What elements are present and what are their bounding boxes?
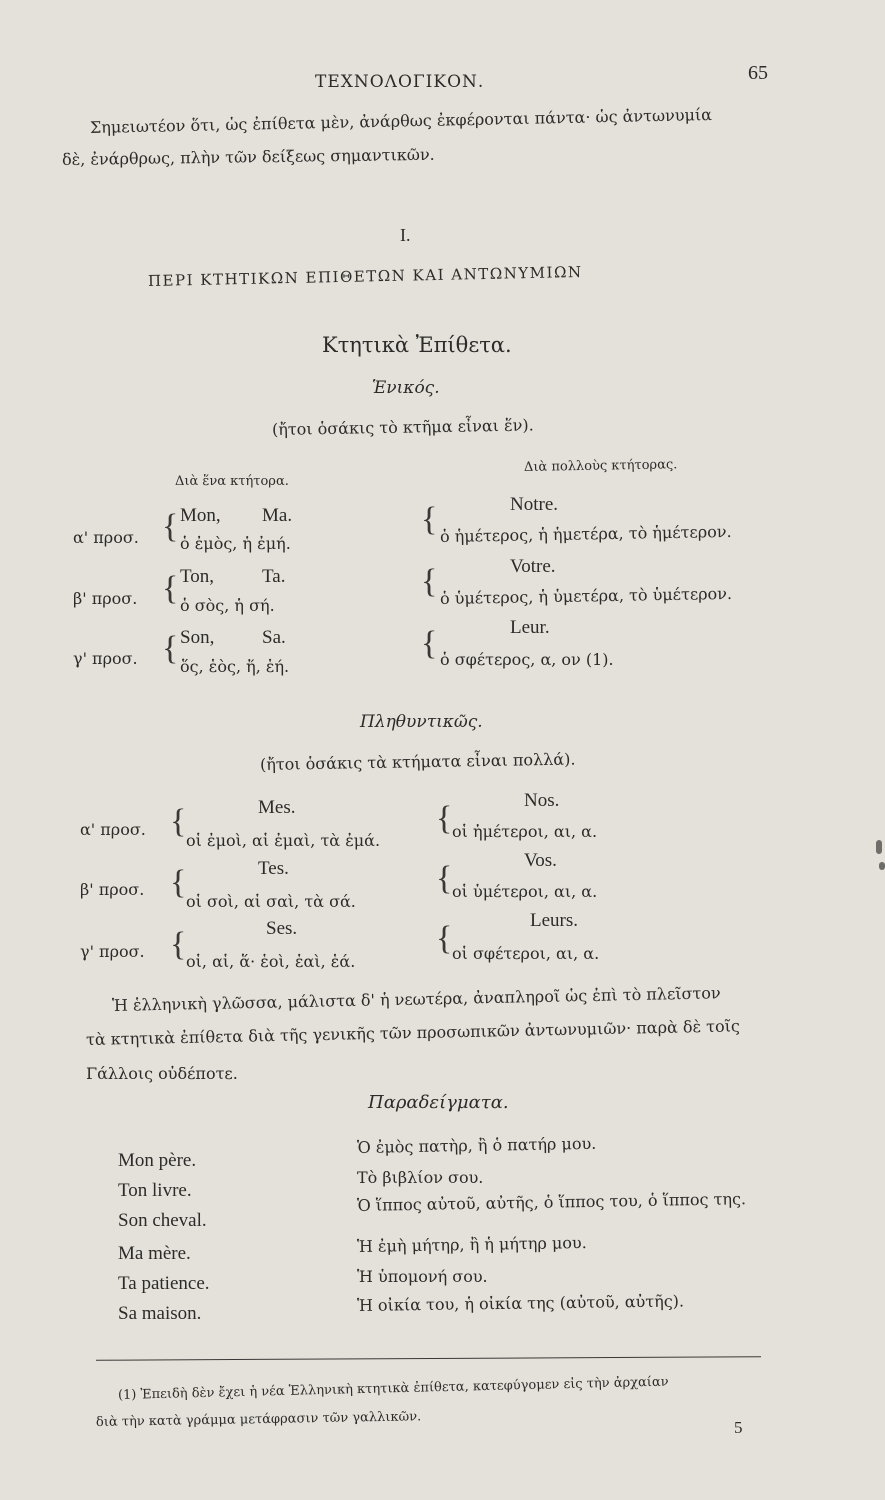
singular-left-column-heading: Διὰ ἕνα κτήτορα. xyxy=(175,474,289,489)
gr-form: ὁ σὸς, ἡ σή. xyxy=(180,596,275,615)
gr-plural: οἱ ὑμέτεροι, αι, α. xyxy=(452,882,598,901)
example-fr: Mon père. xyxy=(118,1150,197,1171)
fr-left: Ton, xyxy=(180,566,215,587)
brace-glyph: { xyxy=(421,625,438,662)
paragraph-line-2: τὰ κτητικὰ ἐπίθετα διὰ τῆς γενικῆς τῶν προσωπικῶν ἀντωνυμιῶν· παρὰ δὲ τοῖς xyxy=(85,1016,741,1049)
example-fr: Ta patience. xyxy=(118,1273,210,1294)
brace-glyph: { xyxy=(436,920,453,957)
section-subtitle: Κτητικὰ Ἐπίθετα. xyxy=(322,333,512,357)
brace-glyph: { xyxy=(170,803,187,840)
gr-form: ὁ ἐμὸς, ἡ ἐμή. xyxy=(180,534,291,553)
examples-heading: Παραδείγματα. xyxy=(368,1092,509,1113)
paper-blemish xyxy=(879,862,885,870)
gr-form: οἱ ἐμοὶ, αἱ ἐμαὶ, τὰ ἐμά. xyxy=(186,831,381,850)
fr-right: Ta. xyxy=(262,566,286,587)
singular-heading: Ἑνικός. xyxy=(372,378,440,398)
example-gr: Τὸ βιβλίον σου. xyxy=(357,1168,484,1187)
brace-glyph: { xyxy=(162,630,179,667)
fr-plural: Leurs. xyxy=(530,910,579,931)
fr-plural: Vos. xyxy=(524,850,557,871)
brace-glyph: { xyxy=(436,860,453,897)
fr-plural: Nos. xyxy=(524,790,560,811)
intro-line-2: δὲ, ἐνάρθρως, πλὴν τῶν δείξεως σημαντικῶν. xyxy=(61,144,435,169)
section-number: I. xyxy=(400,225,411,245)
section-title: ΠΕΡΙ ΚΤΗΤΙΚΩΝ ΕΠΙΘΕΤΩΝ ΚΑΙ ΑΝΤΩΝΥΜΙΩΝ xyxy=(147,262,583,290)
intro-line-1: Σημειωτέον ὅτι, ὡς ἐπίθετα μὲν, ἀνάρθως ἐκφέρονται πάντα· ὡς ἀντωνυμία xyxy=(89,104,713,137)
fr-form: Mes. xyxy=(258,797,296,818)
example-gr: Ὁ ἵππος αὐτοῦ, αὐτῆς, ὁ ἵππος του, ὁ ἵππος της. xyxy=(356,1189,747,1215)
plural-note: (ἤτοι ὁσάκις τὰ κτήματα εἶναι πολλά). xyxy=(259,749,576,774)
person-label-3: γ' προσ. xyxy=(80,942,145,961)
fr-form: Ses. xyxy=(266,918,298,939)
running-title: ΤΕΧΝΟΛΟΓΙΚΟΝ. xyxy=(315,72,485,92)
fr-form: Tes. xyxy=(258,858,289,879)
footnote-line-1: (1) Ἐπειδὴ δὲν ἔχει ἡ νέα Ἑλληνικὴ κτητικὰ ἐπίθετα, κατεφύγομεν εἰς τὴν ἀρχαίαν xyxy=(117,1374,669,1403)
brace-glyph: { xyxy=(170,926,187,963)
example-fr: Ma mère. xyxy=(118,1243,191,1264)
fr-right: Ma. xyxy=(262,505,293,526)
page-number: 65 xyxy=(748,62,768,84)
singular-note: (ἤτοι ὁσάκις τὸ κτῆμα εἶναι ἕν). xyxy=(271,415,534,439)
person-label-3: γ' προσ. xyxy=(73,649,138,668)
signature-mark: 5 xyxy=(734,1418,743,1437)
brace-glyph: { xyxy=(162,508,179,545)
footnote-rule xyxy=(96,1356,761,1360)
gr-plural: ὁ ὑμέτερος, ἡ ὑμετέρα, τὸ ὑμέτερον. xyxy=(439,583,733,608)
gr-plural: ὁ ἡμέτερος, ἡ ἡμετέρα, τὸ ἡμέτερον. xyxy=(439,521,732,546)
gr-plural: οἱ σφέτεροι, αι, α. xyxy=(452,944,600,963)
brace-glyph: { xyxy=(436,800,453,837)
gr-plural: ὁ σφέτερος, α, ον (1). xyxy=(440,650,614,669)
gr-form: οἱ σοὶ, αἱ σαὶ, τὰ σά. xyxy=(186,892,356,911)
example-gr: Ἡ ἐμὴ μήτηρ, ἢ ἡ μήτηρ μου. xyxy=(356,1232,587,1256)
paragraph-line-1: Ἡ ἑλληνικὴ γλῶσσα, μάλιστα δ' ἡ νεωτέρα, ἀναπληροῖ ὡς ἐπὶ τὸ πλεῖστον xyxy=(111,983,721,1015)
brace-glyph: { xyxy=(162,570,179,607)
gr-form: οἱ, αἱ, ἅ· ἑοὶ, ἑαὶ, ἑά. xyxy=(186,952,356,971)
fr-plural: Leur. xyxy=(510,617,550,638)
fr-plural: Notre. xyxy=(510,494,559,515)
example-fr: Son cheval. xyxy=(118,1210,207,1231)
example-fr: Ton livre. xyxy=(118,1180,192,1201)
example-gr: Ἡ ὑπομονή σου. xyxy=(357,1267,488,1286)
plural-heading: Πληθυντικῶς. xyxy=(360,712,483,732)
person-label-1: α' προσ. xyxy=(80,820,146,839)
brace-glyph: { xyxy=(421,501,438,538)
fr-left: Son, xyxy=(180,627,215,648)
paper-blemish xyxy=(876,840,882,854)
fr-left: Mon, xyxy=(180,505,221,526)
brace-glyph: { xyxy=(421,563,438,600)
person-label-2: β' προσ. xyxy=(73,589,138,608)
person-label-2: β' προσ. xyxy=(80,880,145,899)
fr-right: Sa. xyxy=(262,627,286,648)
example-fr: Sa maison. xyxy=(118,1303,202,1324)
gr-form: ὅς, ἑὸς, ἥ, ἑή. xyxy=(180,657,290,676)
fr-plural: Votre. xyxy=(510,556,556,577)
paragraph-line-3: Γάλλοις οὐδέποτε. xyxy=(86,1064,238,1083)
person-label-1: α' προσ. xyxy=(73,528,139,547)
example-gr: Ὁ ἐμὸς πατὴρ, ἢ ὁ πατήρ μου. xyxy=(356,1133,597,1157)
example-gr: Ἡ οἰκία του, ἡ οἰκία της (αὐτοῦ, αὐτῆς). xyxy=(356,1291,685,1315)
singular-right-column-heading: Διὰ πολλοὺς κτήτορας. xyxy=(523,457,678,475)
gr-plural: οἱ ἡμέτεροι, αι, α. xyxy=(452,822,598,841)
footnote-line-2: διὰ τὴν κατὰ γράμμα μετάφρασιν τῶν γαλλικῶν. xyxy=(95,1409,422,1430)
brace-glyph: { xyxy=(170,864,187,901)
